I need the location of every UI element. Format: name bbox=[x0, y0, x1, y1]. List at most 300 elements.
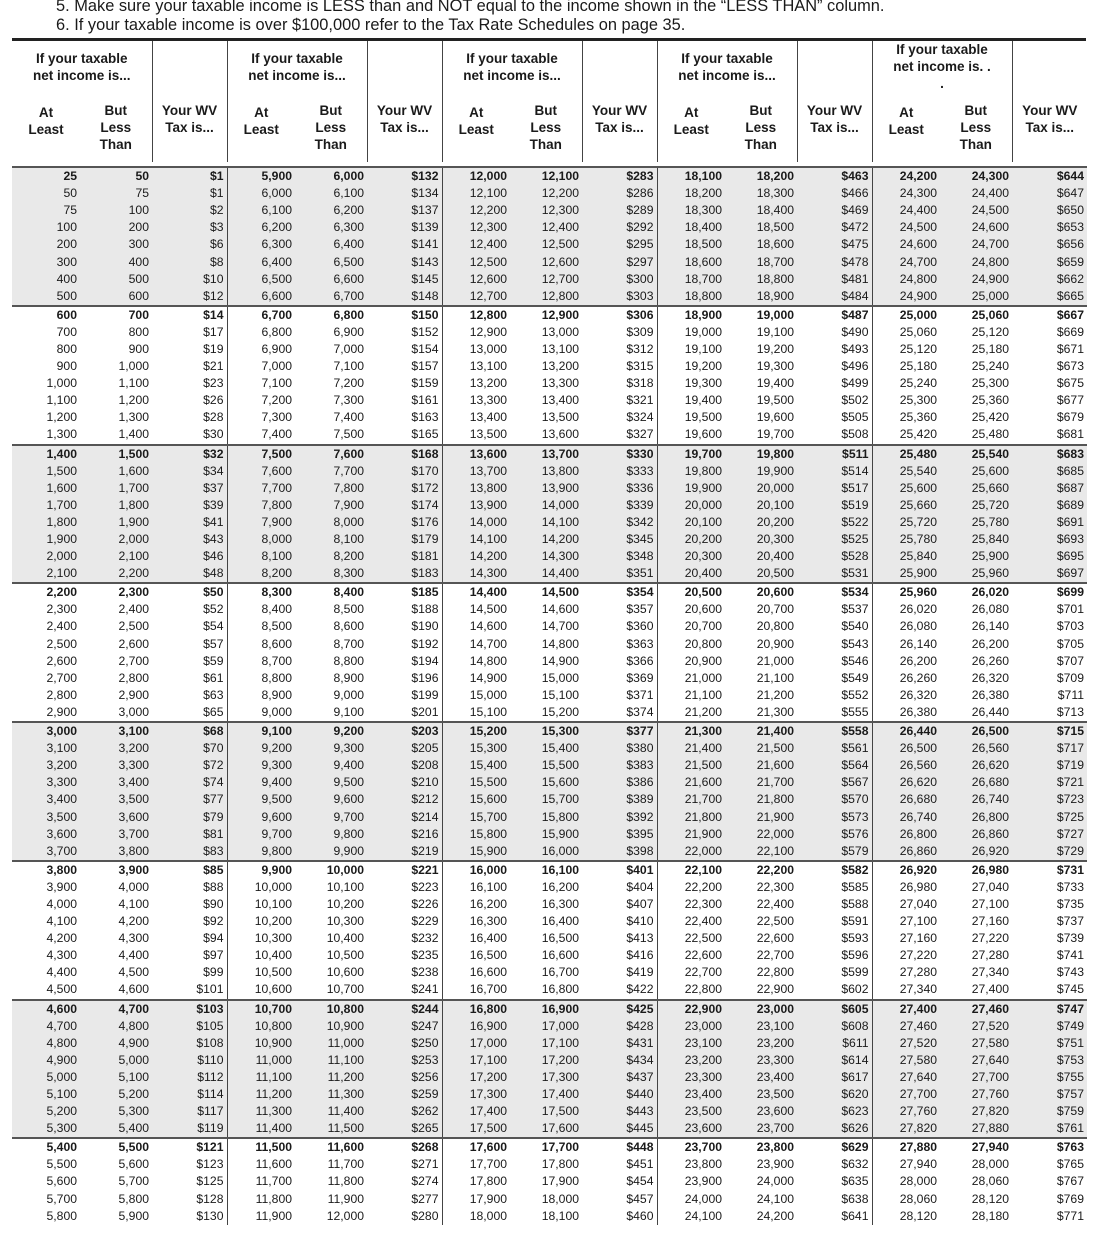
tax-cell: $199 bbox=[367, 687, 442, 704]
tax-cell: $638 bbox=[797, 1191, 872, 1208]
at-least-cell: 600 bbox=[12, 306, 80, 324]
but-less-than-cell: 24,000 bbox=[756, 1174, 794, 1189]
at-least-cell: 19,600 bbox=[684, 427, 722, 442]
at-least-cell: 2,100 bbox=[12, 565, 80, 583]
but-less-than-cell: 12,300 bbox=[510, 202, 582, 219]
at-least-cell: 3,700 bbox=[12, 843, 80, 861]
at-least-cell: 15,500 bbox=[442, 774, 510, 791]
at-least-cell: 13,700 bbox=[442, 463, 510, 480]
but-less-than-cell: 4,900 bbox=[80, 1035, 152, 1052]
table-row bbox=[12, 253, 1087, 270]
but-less-than-cell: 13,400 bbox=[541, 393, 579, 408]
but-less-than-cell: 10,500 bbox=[326, 948, 364, 963]
tax-cell: $727 bbox=[1012, 826, 1087, 843]
but-less-than-cell: 8,500 bbox=[333, 602, 364, 617]
at-least-cell: 17,700 bbox=[469, 1157, 507, 1172]
tax-cell: $174 bbox=[367, 497, 442, 514]
at-least-cell: 9,100 bbox=[227, 722, 295, 740]
at-least-cell: 10,500 bbox=[254, 965, 292, 980]
at-least-cell: 19,700 bbox=[657, 445, 725, 463]
but-less-than-cell: 10,400 bbox=[326, 931, 364, 946]
but-less-than-cell: 11,100 bbox=[295, 1052, 367, 1069]
at-least-cell: 25,720 bbox=[872, 514, 940, 531]
tax-cell: $759 bbox=[1012, 1103, 1087, 1120]
tax-cell: $165 bbox=[367, 426, 442, 444]
at-least-cell: 21,800 bbox=[657, 808, 725, 825]
at-least-cell: 2,000 bbox=[12, 548, 80, 565]
but-less-than-cell: 26,500 bbox=[940, 722, 1012, 740]
table-row bbox=[12, 1069, 1087, 1086]
tax-cell: $30 bbox=[152, 426, 227, 444]
at-least-cell: 23,000 bbox=[657, 1018, 725, 1035]
tax-cell: $525 bbox=[797, 531, 872, 548]
at-least-cell: 17,300 bbox=[442, 1086, 510, 1103]
at-least-cell: 18,400 bbox=[657, 219, 725, 236]
but-less-than-cell: 21,300 bbox=[756, 704, 794, 719]
but-less-than-cell: 26,140 bbox=[971, 619, 1009, 634]
tax-cell: $767 bbox=[1056, 1174, 1084, 1189]
tax-cell: $419 bbox=[582, 964, 657, 981]
at-least-cell: 27,220 bbox=[899, 948, 937, 963]
tax-cell: $94 bbox=[152, 930, 227, 947]
table-row bbox=[12, 964, 1087, 981]
tax-cell: $46 bbox=[152, 548, 227, 565]
but-less-than-cell: 8,800 bbox=[333, 653, 364, 668]
but-less-than-cell: 26,080 bbox=[971, 602, 1009, 617]
but-less-than-cell: 3,700 bbox=[80, 826, 152, 843]
but-less-than-cell: 4,300 bbox=[118, 931, 149, 946]
at-least-cell: 28,060 bbox=[899, 1191, 937, 1206]
but-less-than-cell: 2,900 bbox=[118, 687, 149, 702]
at-least-cell: 9,700 bbox=[227, 826, 295, 843]
tax-cell: $57 bbox=[152, 636, 227, 653]
but-less-than-cell: 5,400 bbox=[80, 1120, 152, 1138]
but-less-than-cell: 25,060 bbox=[940, 306, 1012, 324]
table-row bbox=[12, 324, 1087, 341]
at-least-cell: 24,400 bbox=[872, 202, 940, 219]
at-least-cell: 2,600 bbox=[46, 653, 77, 668]
but-less-than-cell: 2,700 bbox=[118, 653, 149, 668]
tax-cell: $295 bbox=[582, 236, 657, 253]
at-least-cell: 13,300 bbox=[469, 393, 507, 408]
tax-cell: $196 bbox=[367, 670, 442, 687]
at-least-cell: 5,400 bbox=[12, 1138, 80, 1156]
tax-cell: $608 bbox=[797, 1018, 872, 1035]
at-least-cell: 17,200 bbox=[442, 1069, 510, 1086]
tax-cell: $733 bbox=[1056, 879, 1084, 894]
at-least-cell: 18,800 bbox=[657, 288, 725, 306]
but-less-than-cell: 27,040 bbox=[971, 879, 1009, 894]
at-least-cell: 25,780 bbox=[872, 531, 940, 548]
tax-cell: $88 bbox=[152, 879, 227, 896]
tax-cell: $496 bbox=[797, 358, 872, 375]
but-less-than-cell: 1,800 bbox=[80, 497, 152, 514]
at-least-cell: 200 bbox=[12, 236, 80, 253]
at-least-cell: 16,900 bbox=[442, 1018, 510, 1035]
at-least-cell: 26,860 bbox=[872, 843, 940, 861]
tax-cell: $466 bbox=[797, 185, 872, 202]
at-least-cell: 17,000 bbox=[442, 1035, 510, 1052]
at-least-cell: 4,300 bbox=[46, 948, 77, 963]
tax-cell: $28 bbox=[152, 409, 227, 426]
tax-cell: $493 bbox=[797, 341, 872, 358]
at-least-cell: 15,100 bbox=[469, 704, 507, 719]
instruction-5: 5. Make sure your taxable income is LESS than and NOT equal to the income shown in the “LESS THAN” column. bbox=[56, 0, 885, 15]
at-least-cell: 25,360 bbox=[899, 410, 937, 425]
but-less-than-cell: 25,420 bbox=[971, 410, 1009, 425]
tax-cell: $72 bbox=[152, 757, 227, 774]
but-less-than-cell: 10,000 bbox=[295, 861, 367, 879]
tax-cell: $50 bbox=[152, 583, 227, 601]
tax-cell: $324 bbox=[582, 409, 657, 426]
tax-cell: $3 bbox=[152, 219, 227, 236]
table-row bbox=[12, 930, 1087, 947]
table-row bbox=[12, 791, 1087, 808]
but-less-than-cell: 23,100 bbox=[725, 1018, 797, 1035]
at-least-cell: 11,000 bbox=[227, 1052, 295, 1069]
but-less-than-cell: 14,700 bbox=[541, 619, 579, 634]
but-less-than-cell: 12,200 bbox=[510, 185, 582, 202]
table-row bbox=[12, 740, 1087, 757]
at-least-cell: 24,200 bbox=[872, 167, 940, 185]
but-less-than-cell: 2,800 bbox=[118, 670, 149, 685]
tax-cell: $757 bbox=[1012, 1086, 1087, 1103]
tax-cell: $662 bbox=[1012, 271, 1087, 288]
at-least-cell: 20,500 bbox=[657, 583, 725, 601]
tax-header-3: Your WV Tax is... bbox=[582, 41, 657, 162]
at-least-cell: 14,700 bbox=[469, 636, 507, 651]
table-row bbox=[12, 618, 1087, 635]
tax-cell: $208 bbox=[367, 757, 442, 774]
tax-cell: $132 bbox=[367, 167, 442, 185]
tax-cell: $389 bbox=[582, 791, 657, 808]
tax-cell: $517 bbox=[797, 480, 872, 497]
tax-cell: $443 bbox=[582, 1103, 657, 1120]
at-least-cell: 9,000 bbox=[261, 704, 292, 719]
tax-cell: $2 bbox=[152, 202, 227, 219]
tax-cell: $451 bbox=[582, 1156, 657, 1173]
but-less-than-cell: 6,600 bbox=[295, 271, 367, 288]
but-less-than-cell: 16,400 bbox=[541, 914, 579, 929]
tax-cell: $546 bbox=[797, 653, 872, 670]
at-least-cell: 5,500 bbox=[46, 1157, 77, 1172]
at-least-cell: 11,700 bbox=[255, 1174, 292, 1189]
tax-cell: $377 bbox=[582, 722, 657, 740]
at-least-cell: 7,500 bbox=[227, 445, 295, 463]
at-least-cell: 5,200 bbox=[12, 1103, 80, 1120]
table-row bbox=[12, 843, 1087, 861]
tax-cell: $641 bbox=[797, 1208, 872, 1225]
tax-cell: $596 bbox=[797, 947, 872, 964]
but-less-than-cell: 13,700 bbox=[510, 445, 582, 463]
but-less-than-cell: 23,300 bbox=[725, 1052, 797, 1069]
at-least-cell: 27,460 bbox=[872, 1018, 940, 1035]
tax-cell: $437 bbox=[582, 1069, 657, 1086]
at-least-cell: 18,200 bbox=[657, 185, 725, 202]
instruction-6: 6. If your taxable income is over $100,000 refer to the Tax Rate Schedules on page 35. bbox=[56, 16, 686, 34]
tax-cell: $707 bbox=[1056, 653, 1084, 668]
at-least-cell: 25,180 bbox=[899, 359, 937, 374]
at-least-cell: 4,500 bbox=[46, 982, 77, 997]
but-less-than-cell: 23,700 bbox=[725, 1120, 797, 1138]
at-least-cell: 14,300 bbox=[442, 565, 510, 583]
tax-cell: $39 bbox=[152, 497, 227, 514]
but-less-than-cell: 2,500 bbox=[118, 619, 149, 634]
tax-cell: $203 bbox=[367, 722, 442, 740]
tax-cell: $591 bbox=[797, 913, 872, 930]
but-less-than-cell: 10,300 bbox=[326, 914, 364, 929]
but-less-than-cell: 500 bbox=[80, 271, 152, 288]
but-less-than-cell: 9,600 bbox=[295, 791, 367, 808]
tax-cell: $413 bbox=[582, 930, 657, 947]
but-less-than-cell: 9,900 bbox=[295, 843, 367, 861]
but-less-than-cell: 26,980 bbox=[940, 861, 1012, 879]
but-less-than-header-1: But Less Than bbox=[80, 92, 152, 162]
tax-cell: $448 bbox=[582, 1138, 657, 1156]
tax-cell: $505 bbox=[797, 409, 872, 426]
but-less-than-cell: 4,100 bbox=[118, 896, 149, 911]
tax-cell: $321 bbox=[582, 392, 657, 409]
at-least-cell: 19,100 bbox=[684, 341, 722, 356]
tax-cell: $561 bbox=[797, 740, 872, 757]
tax-cell: $194 bbox=[367, 653, 442, 670]
table-row bbox=[12, 896, 1087, 913]
at-least-cell: 9,200 bbox=[227, 740, 295, 757]
but-less-than-cell: 26,200 bbox=[971, 636, 1009, 651]
tax-cell: $626 bbox=[797, 1120, 872, 1138]
at-least-cell: 24,300 bbox=[872, 185, 940, 202]
at-least-cell: 10,600 bbox=[254, 982, 292, 997]
but-less-than-cell: 27,580 bbox=[940, 1035, 1012, 1052]
but-less-than-cell: 23,400 bbox=[725, 1069, 797, 1086]
but-less-than-cell: 17,200 bbox=[510, 1052, 582, 1069]
at-least-cell: 12,600 bbox=[442, 271, 510, 288]
at-least-cell: 8,700 bbox=[261, 653, 292, 668]
table-row bbox=[12, 913, 1087, 930]
but-less-than-cell: 75 bbox=[80, 185, 152, 202]
but-less-than-cell: 21,000 bbox=[756, 653, 794, 668]
but-less-than-cell: 25,120 bbox=[971, 324, 1009, 339]
at-least-cell: 23,500 bbox=[657, 1103, 725, 1120]
table-row bbox=[12, 480, 1087, 497]
but-less-than-cell: 3,300 bbox=[80, 757, 152, 774]
tax-cell: $705 bbox=[1056, 636, 1084, 651]
but-less-than-cell: 20,300 bbox=[725, 531, 797, 548]
at-least-cell: 14,600 bbox=[469, 619, 507, 634]
tax-cell: $61 bbox=[152, 670, 227, 687]
but-less-than-cell: 5,100 bbox=[80, 1069, 152, 1086]
but-less-than-cell: 5,800 bbox=[118, 1191, 149, 1206]
but-less-than-cell: 20,500 bbox=[725, 565, 797, 583]
at-least-cell: 13,200 bbox=[469, 376, 507, 391]
table-row bbox=[12, 601, 1087, 618]
at-least-cell: 11,800 bbox=[255, 1191, 292, 1206]
instructions bbox=[56, 0, 1086, 35]
but-less-than-cell: 11,500 bbox=[295, 1120, 367, 1138]
at-least-cell: 27,940 bbox=[899, 1157, 937, 1172]
but-less-than-cell: 700 bbox=[80, 306, 152, 324]
tax-cell: $685 bbox=[1012, 463, 1087, 480]
tax-cell: $570 bbox=[797, 791, 872, 808]
tax-cell: $41 bbox=[152, 514, 227, 531]
at-least-cell: 23,300 bbox=[657, 1069, 725, 1086]
but-less-than-cell: 11,900 bbox=[327, 1191, 364, 1206]
but-less-than-cell: 5,000 bbox=[80, 1052, 152, 1069]
at-least-cell: 24,000 bbox=[684, 1191, 722, 1206]
but-less-than-cell: 15,600 bbox=[510, 774, 582, 791]
tax-cell: $221 bbox=[367, 861, 442, 879]
tax-cell: $280 bbox=[367, 1208, 442, 1225]
at-least-cell: 2,300 bbox=[46, 602, 77, 617]
but-less-than-cell: 15,800 bbox=[510, 808, 582, 825]
at-least-cell: 13,600 bbox=[442, 445, 510, 463]
but-less-than-cell: 27,100 bbox=[971, 896, 1009, 911]
at-least-cell: 16,600 bbox=[469, 965, 507, 980]
table-row bbox=[12, 392, 1087, 409]
but-less-than-cell: 12,900 bbox=[510, 306, 582, 324]
tax-cell: $125 bbox=[152, 1173, 227, 1190]
but-less-than-cell: 17,600 bbox=[510, 1120, 582, 1138]
at-least-cell: 75 bbox=[12, 202, 80, 219]
tax-cell: $502 bbox=[797, 392, 872, 409]
tax-cell: $286 bbox=[582, 185, 657, 202]
tax-cell: $481 bbox=[797, 271, 872, 288]
tax-cell: $265 bbox=[367, 1120, 442, 1138]
table-row bbox=[12, 565, 1087, 583]
tax-cell: $614 bbox=[797, 1052, 872, 1069]
at-least-cell: 7,200 bbox=[261, 393, 292, 408]
but-less-than-cell: 26,620 bbox=[940, 757, 1012, 774]
at-least-cell: 11,100 bbox=[227, 1069, 295, 1086]
tax-cell: $605 bbox=[797, 1000, 872, 1018]
but-less-than-cell: 28,060 bbox=[971, 1174, 1009, 1189]
tax-cell: $101 bbox=[152, 981, 227, 999]
but-less-than-cell: 21,900 bbox=[725, 808, 797, 825]
at-least-cell: 5,600 bbox=[46, 1174, 77, 1189]
but-less-than-cell: 8,700 bbox=[333, 636, 364, 651]
but-less-than-cell: 25,360 bbox=[971, 393, 1009, 408]
tax-cell: $10 bbox=[152, 271, 227, 288]
at-least-cell: 7,100 bbox=[261, 376, 292, 391]
at-least-cell: 11,400 bbox=[227, 1120, 295, 1138]
at-least-cell: 10,300 bbox=[254, 931, 292, 946]
at-least-cell: 10,000 bbox=[254, 879, 292, 894]
but-less-than-cell: 25,840 bbox=[940, 531, 1012, 548]
at-least-cell: 100 bbox=[12, 219, 80, 236]
tax-header-2: Your WV Tax is... bbox=[367, 41, 442, 162]
tax-cell: $183 bbox=[367, 565, 442, 583]
tax-cell: $731 bbox=[1012, 861, 1087, 879]
at-least-cell: 1,600 bbox=[12, 480, 80, 497]
but-less-than-cell: 800 bbox=[128, 324, 149, 339]
at-least-cell: 22,100 bbox=[657, 861, 725, 879]
tax-cell: $567 bbox=[797, 774, 872, 791]
at-least-cell: 14,800 bbox=[469, 653, 507, 668]
at-least-cell: 3,500 bbox=[12, 808, 80, 825]
at-least-cell: 25,300 bbox=[899, 393, 937, 408]
at-least-cell: 28,000 bbox=[899, 1174, 937, 1189]
at-least-cell: 27,520 bbox=[872, 1035, 940, 1052]
at-least-cell: 26,260 bbox=[899, 670, 937, 685]
but-less-than-cell: 10,600 bbox=[326, 965, 364, 980]
at-least-cell: 11,200 bbox=[227, 1086, 295, 1103]
but-less-than-cell: 18,500 bbox=[725, 219, 797, 236]
at-least-cell: 26,800 bbox=[872, 826, 940, 843]
but-less-than-cell: 6,800 bbox=[295, 306, 367, 324]
tax-header-5: Your WV Tax is... bbox=[1022, 102, 1078, 135]
tax-cell: $139 bbox=[367, 219, 442, 236]
table-row bbox=[12, 288, 1087, 306]
at-least-cell: 15,200 bbox=[442, 722, 510, 740]
at-least-cell: 27,820 bbox=[872, 1120, 940, 1138]
tax-cell: $148 bbox=[367, 288, 442, 306]
at-least-cell: 25,600 bbox=[872, 480, 940, 497]
tax-cell: $703 bbox=[1056, 619, 1084, 634]
table-row bbox=[12, 1191, 1087, 1208]
at-least-cell: 9,300 bbox=[227, 757, 295, 774]
tax-cell: $460 bbox=[582, 1208, 657, 1225]
at-least-cell: 27,100 bbox=[899, 914, 937, 929]
tax-table bbox=[12, 41, 1087, 1225]
tax-cell: $114 bbox=[152, 1086, 227, 1103]
but-less-than-cell: 25,480 bbox=[971, 427, 1009, 442]
at-least-cell: 3,000 bbox=[12, 722, 80, 740]
but-less-than-cell: 8,200 bbox=[295, 548, 367, 565]
but-less-than-cell: 27,880 bbox=[940, 1120, 1012, 1138]
tax-cell: $369 bbox=[582, 670, 657, 687]
table-row bbox=[12, 808, 1087, 825]
group-header-5: If your taxable net income is. . . bbox=[872, 41, 1012, 92]
at-least-cell: 6,000 bbox=[227, 185, 295, 202]
but-less-than-cell: 25,180 bbox=[971, 341, 1009, 356]
at-least-cell: 8,500 bbox=[261, 619, 292, 634]
at-least-cell: 4,900 bbox=[12, 1052, 80, 1069]
tax-cell: $54 bbox=[152, 618, 227, 635]
but-less-than-cell: 16,000 bbox=[510, 843, 582, 861]
at-least-cell: 27,640 bbox=[872, 1069, 940, 1086]
table-row bbox=[12, 1138, 1087, 1156]
but-less-than-cell: 10,700 bbox=[326, 982, 364, 997]
at-least-cell: 26,740 bbox=[872, 808, 940, 825]
but-less-than-cell: 16,600 bbox=[541, 948, 579, 963]
but-less-than-cell: 12,400 bbox=[510, 219, 582, 236]
tax-cell: $398 bbox=[582, 843, 657, 861]
at-least-cell: 23,200 bbox=[657, 1052, 725, 1069]
at-least-cell: 16,100 bbox=[469, 879, 507, 894]
tax-cell: $333 bbox=[582, 463, 657, 480]
at-least-cell: 11,900 bbox=[255, 1208, 292, 1223]
but-less-than-cell: 23,800 bbox=[725, 1138, 797, 1156]
but-less-than-cell: 9,500 bbox=[295, 774, 367, 791]
tax-cell: $32 bbox=[152, 445, 227, 463]
tax-cell: $190 bbox=[367, 618, 442, 635]
tax-cell: $428 bbox=[582, 1018, 657, 1035]
tax-cell: $656 bbox=[1012, 236, 1087, 253]
at-least-cell: 2,200 bbox=[12, 583, 80, 601]
at-least-cell: 25,480 bbox=[872, 445, 940, 463]
tax-cell: $345 bbox=[582, 531, 657, 548]
at-least-cell: 26,980 bbox=[899, 879, 937, 894]
tax-cell: $48 bbox=[152, 565, 227, 583]
but-less-than-cell: 26,560 bbox=[940, 740, 1012, 757]
tax-cell: $253 bbox=[367, 1052, 442, 1069]
tax-cell: $765 bbox=[1056, 1157, 1084, 1172]
at-least-cell: 20,900 bbox=[684, 653, 722, 668]
tax-cell: $185 bbox=[367, 583, 442, 601]
at-least-cell: 20,700 bbox=[684, 619, 722, 634]
at-least-cell: 5,000 bbox=[12, 1069, 80, 1086]
but-less-than-cell: 22,600 bbox=[756, 931, 794, 946]
